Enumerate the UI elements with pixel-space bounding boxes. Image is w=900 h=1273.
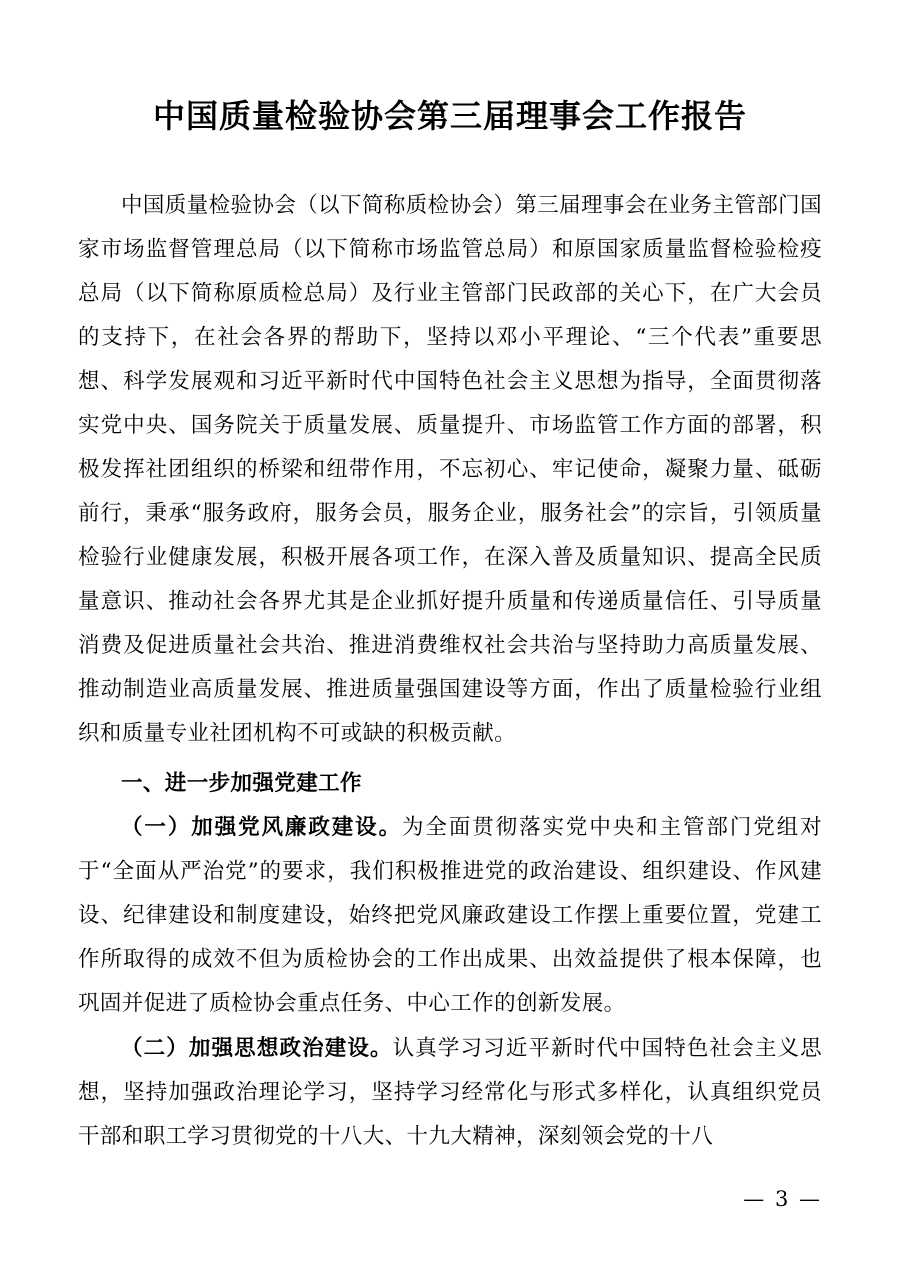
subsection-1-text: 为全面贯彻落实党中央和主管部门党组对于“全面从严治党”的要求，我们积极推进党的政治建设、组织建设、作风建设、纪律建设和制度建设，始终把党风廉政建设工作摆上重要位置，党建工作所取得的成效不但为质检协会的工作出成果、出效益提供了根本保障，也巩固并促进了质检协会重点任务、中心工作的创新发展。 [78, 814, 823, 1016]
paragraph-intro: 中国质量检验协会（以下简称质检协会）第三届理事会在业务主管部门国家市场监督管理总局（以下简称市场监管总局）和原国家质量监督检验检疫总局（以下简称原质检总局）及行业主管部门民政部的关心下，在广大会员的支持下，在社会各界的帮助下，坚持以邓小平理论、“三个代表”重要思想、科学发展观和习近平新时代中国特色社会主义思想为指导，全面贯彻落实党中央、国务院关于质量发展、质量提升、市场监管工作方面的部署，积极发挥社团组织的桥梁和纽带作用，不忘初心、牢记使命，凝聚力量、砥砺前行，秉承“服务政府，服务会员，服务企业，服务社会”的宗旨，引领质量检验行业健康发展，积极开展各项工作，在深入普及质量知识、提高全民质量意识、推动社会各界尤其是企业抓好提升质量和传递质量信任、引导质量消费及促进质量社会共治、推进消费维权社会共治与坚持助力高质量发展、推动制造业高质量发展、推进质量强国建设等方面，作出了质量检验行业组织和质量专业社团机构不可或缺的积极贡献。 [78, 192, 822, 746]
paragraph-subsection-2 [78, 1027, 822, 1159]
page-title: 中国质量检验协会第三届理事会工作报告 [152, 97, 747, 135]
subsection-1-lead: （一）加强党风廉政建设。 [121, 814, 403, 840]
section-heading: 一、进一步加强党建工作 [121, 770, 362, 796]
document-body [78, 184, 822, 1159]
subsection-2-lead: （二）加强思想政治建设。 [121, 1035, 393, 1061]
page-number: — 3 — [743, 1187, 822, 1211]
subsection-2-text: 认真学习习近平新时代中国特色社会主义思想，坚持加强政治理论学习，坚持学习经常化与形式多样化，认真组织党员干部和职工学习贯彻党的十八大、十九大精神，深刻领会党的十八 [78, 1035, 822, 1149]
paragraph-subsection-1 [78, 806, 822, 1026]
